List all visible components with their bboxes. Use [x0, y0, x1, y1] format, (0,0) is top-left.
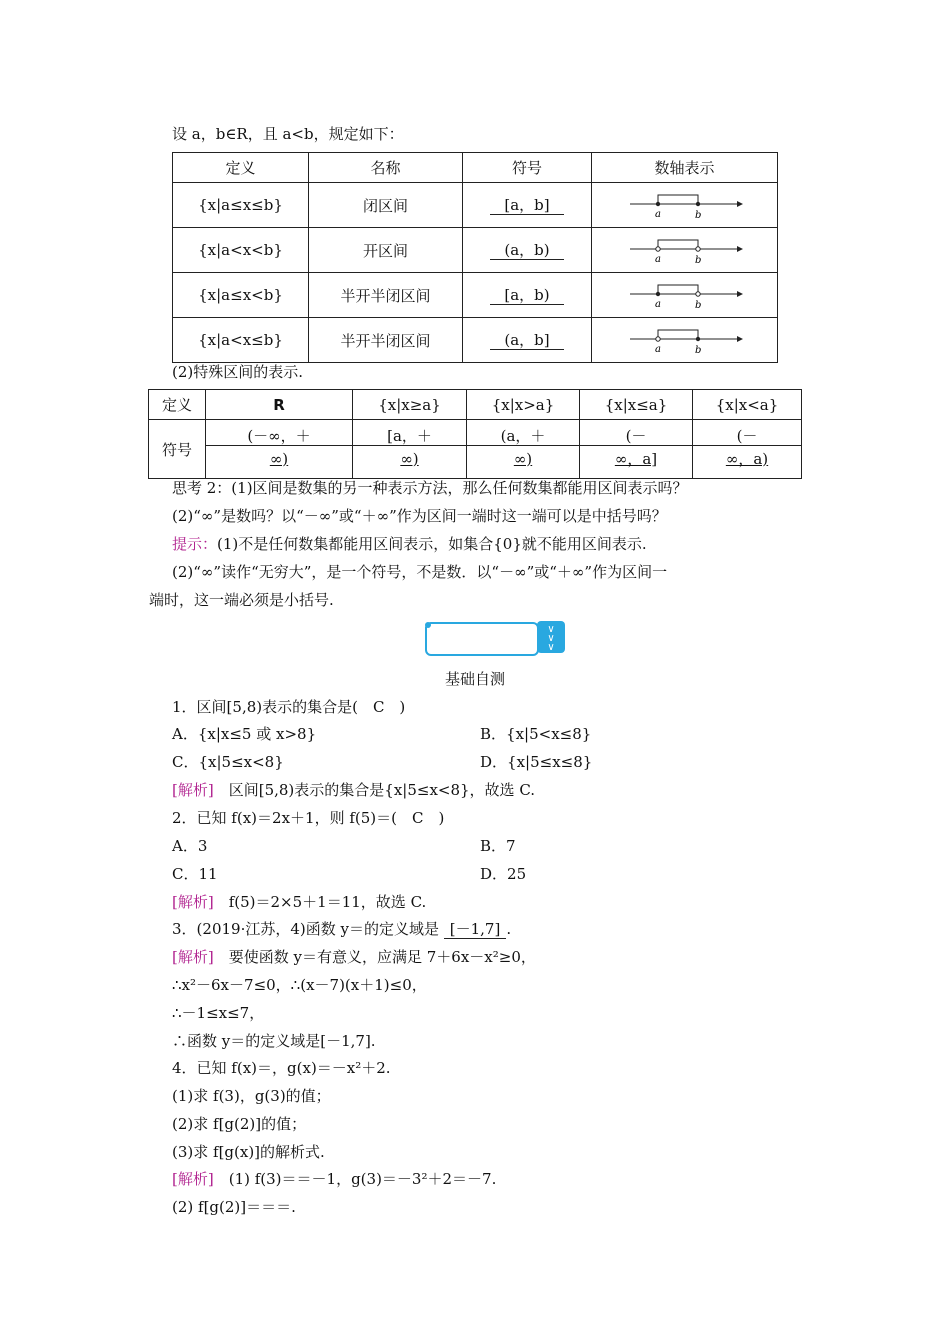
section-badge	[425, 622, 539, 656]
table-row	[173, 318, 778, 363]
symbol-lt: (－ ∞，a)	[693, 420, 802, 479]
table-row	[173, 273, 778, 318]
header-number-line: 数轴表示	[592, 153, 778, 183]
q4-part-2: (2)求 f[g(2)]的值；	[172, 1115, 307, 1133]
q3-line-3: ∴函数 y＝的定义域是[－1,7].	[172, 1032, 376, 1050]
q2-option-c: C．11	[172, 865, 218, 883]
q2-option-d: D．25	[480, 865, 527, 883]
row-symbol: (a，b)	[490, 241, 563, 260]
q1-option-c: C．{x|5≤x<8}	[172, 753, 284, 771]
q1-option-b: B．{x|5<x≤8}	[480, 725, 592, 743]
symbol-real: (－∞，＋ ∞)	[206, 420, 353, 479]
special-interval-table	[148, 389, 802, 479]
q1-stem: 1．区间[5,8)表示的集合是( C )	[172, 698, 406, 716]
row-definition: {x|a<x≤b}	[173, 318, 309, 363]
def-leq: {x|x≤a}	[580, 390, 693, 420]
section-title: 基础自测	[444, 670, 505, 688]
q4-answer-2: (2) f[g(2)]＝＝＝.	[172, 1198, 296, 1216]
row-name: 半开半闭区间	[309, 318, 463, 363]
row-definition: {x|a≤x<b}	[173, 273, 309, 318]
table-row	[173, 183, 778, 228]
q1-analysis: [解析] 区间[5,8)表示的集合是{x|5≤x<8}，故选 C.	[172, 781, 536, 799]
axis-label-a: a	[654, 209, 661, 220]
def-geq: {x|x≥a}	[353, 390, 467, 420]
number-line-open	[592, 228, 778, 273]
chevron-down-icon: ∨ ∨ ∨	[537, 621, 565, 653]
analysis-label: [解析]	[172, 781, 214, 799]
q3-analysis: [解析] 要使函数 y＝有意义，应满足 7＋6x－x²≥0，	[172, 948, 536, 966]
think-question-1: 思考 2：(1)区间是数集的另一种表示方法，那么任何数集都能用区间表示吗？	[172, 479, 688, 497]
row-symbol: [a，b]	[490, 196, 563, 215]
intro-text: 设 a，b∈R，且 a<b，规定如下：	[172, 125, 404, 143]
q3-line-1: ∴x²－6x－7≤0，∴(x－7)(x＋1)≤0，	[172, 976, 427, 994]
table-row	[173, 228, 778, 273]
svg-text:a: a	[654, 254, 661, 265]
q2-option-a: A．3	[172, 837, 208, 855]
number-line-half-open-right	[592, 273, 778, 318]
svg-text:b: b	[694, 255, 701, 265]
q2-stem: 2．已知 f(x)＝2x＋1，则 f(5)＝( C )	[172, 809, 445, 827]
svg-text:a: a	[654, 299, 661, 310]
q2-analysis: [解析] f(5)＝2×5＋1＝11，故选 C.	[172, 893, 427, 911]
q3-answer: [－1,7]	[444, 920, 507, 939]
symbol-gt: (a，＋ ∞)	[467, 420, 580, 479]
row-label-definition: 定义	[149, 390, 206, 420]
header-definition: 定义	[173, 153, 309, 183]
number-line-closed	[592, 183, 778, 228]
def-real: R	[206, 390, 353, 420]
row-name: 闭区间	[309, 183, 463, 228]
interval-table	[172, 152, 778, 363]
svg-text:b: b	[694, 345, 701, 355]
hint-line-3: 端时，这一端必须是小括号.	[149, 591, 334, 609]
hint-line-2: (2)“∞”读作“无穷大”，是一个符号，不是数．以“－∞”或“＋∞”作为区间一	[172, 563, 668, 581]
think-question-2: (2)“∞”是数吗？以“－∞”或“＋∞”作为区间一端时这一端可以是中括号吗？	[172, 507, 667, 525]
header-symbol: 符号	[463, 153, 592, 183]
symbol-geq: [a，＋ ∞)	[353, 420, 467, 479]
row-label-symbol: 符号	[149, 420, 206, 479]
header-name: 名称	[309, 153, 463, 183]
row-definition: {x|a≤x≤b}	[173, 183, 309, 228]
special-title: (2)特殊区间的表示.	[172, 363, 304, 381]
q2-option-b: B．7	[480, 837, 516, 855]
svg-text:a: a	[654, 344, 661, 355]
q4-part-3: (3)求 f[g(x)]的解析式.	[172, 1143, 325, 1161]
q1-option-d: D．{x|5≤x≤8}	[480, 753, 593, 771]
row-definition: {x|a<x<b}	[173, 228, 309, 273]
def-lt: {x|x<a}	[693, 390, 802, 420]
hint-line-1: 提示：(1)不是任何数集都能用区间表示，如集合{0}就不能用区间表示.	[172, 535, 647, 553]
number-line-half-open-left	[592, 318, 778, 363]
svg-text:b: b	[694, 300, 701, 310]
q4-analysis: [解析] (1) f(3)＝＝－1，g(3)＝－3²＋2＝－7.	[172, 1170, 497, 1188]
q4-stem: 4．已知 f(x)＝，g(x)＝－x²＋2.	[172, 1059, 391, 1077]
symbol-leq: (－ ∞，a]	[580, 420, 693, 479]
row-symbol: [a，b)	[490, 286, 563, 305]
q3-stem: 3．(2019·江苏，4)函数 y＝的定义域是 [－1,7] .	[172, 920, 512, 938]
q1-option-a: A．{x|x≤5 或 x>8}	[172, 725, 317, 743]
row-symbol: (a，b]	[490, 331, 563, 350]
def-gt: {x|x>a}	[467, 390, 580, 420]
row-name: 半开半闭区间	[309, 273, 463, 318]
axis-label-b: b	[694, 210, 701, 220]
hint-label: 提示：	[172, 535, 218, 553]
q4-part-1: (1)求 f(3)，g(3)的值；	[172, 1087, 331, 1105]
q3-line-2: ∴－1≤x≤7，	[172, 1004, 265, 1022]
row-name: 开区间	[309, 228, 463, 273]
badge-dot-icon	[425, 622, 431, 628]
